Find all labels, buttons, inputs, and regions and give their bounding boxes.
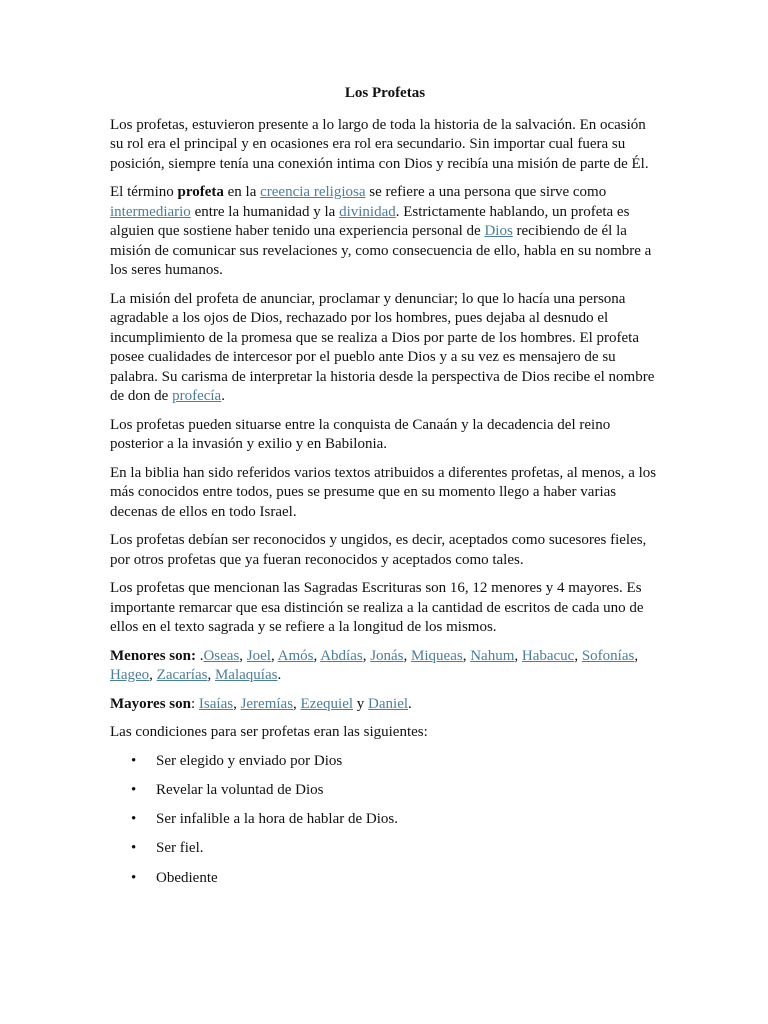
text: recibiendo de él la misión de comunicar sus revelaciones y, como consecuencia de ello, habla en su nombre a los seres humanos. xyxy=(110,223,652,278)
paragraph-recognition: Los profetas debían ser reconocidos y ungidos, es decir, aceptados como sucesores fieles, por otros profetas que ya fueran reconocidos y aceptados como tales. xyxy=(110,532,647,568)
link-profeta-menor[interactable]: Nahum xyxy=(470,647,515,664)
text: entre la humanidad y la xyxy=(190,203,340,220)
bullet-icon: • xyxy=(131,781,137,798)
paragraph-history: Los profetas pueden situarse entre la conquista de Canaán y la decadencia del reino posterior a la invasión y exilio y en Babilonia. xyxy=(110,416,611,452)
text: , xyxy=(574,647,582,664)
link-profeta-menor[interactable]: Zacarías xyxy=(156,667,208,683)
text: , xyxy=(207,667,215,683)
list-item xyxy=(110,839,660,859)
link-profeta-menor[interactable]: Joel xyxy=(246,647,271,664)
text: , xyxy=(270,647,278,664)
paragraph-definition xyxy=(110,183,660,281)
text: . xyxy=(408,695,412,712)
text: . xyxy=(277,667,282,683)
list-item xyxy=(110,752,660,772)
text: . xyxy=(195,647,204,664)
text: y xyxy=(353,695,369,712)
bullet-icon: • xyxy=(131,840,137,857)
list-item-text: Obediente xyxy=(156,869,218,886)
text: , xyxy=(514,647,522,664)
link-isaias[interactable]: Isaías xyxy=(198,695,234,712)
list-item xyxy=(110,810,660,830)
text: : xyxy=(190,695,199,712)
conditions-list xyxy=(110,752,660,889)
link-profecia[interactable]: profecía xyxy=(172,388,222,404)
mayores-label: Mayores son xyxy=(110,695,191,712)
paragraph-count: Los profetas que mencionan las Sagradas Escrituras son 16, 12 menores y 4 mayores. Es importante remarcar que esa distinción se realiza a la cantidad de escritos de cada uno de ellos en el texto sagrada y se refiere a la longitud de los mismos. xyxy=(110,580,644,635)
link-dios[interactable]: Dios xyxy=(484,223,513,239)
list-item xyxy=(110,869,660,889)
text: La misión del profeta de anunciar, proclamar y denunciar; lo que lo hacía una persona agradable a los ojos de Dios, rechazado por los hombres, pues dejaba al desnudo el incumplimiento de la promesa que se realiza a Dios por parte de los hombres. El profeta posee cualidades de intercesor por el pueblo ante Dios y a su vez es mensajero de su palabra. Su carisma de interpretar la historia desde la perspectiva de Dios recibe el nombre de don de xyxy=(110,290,655,404)
link-creencia-religiosa[interactable]: creencia religiosa xyxy=(260,184,366,200)
link-divinidad[interactable]: divinidad xyxy=(339,203,396,220)
text: , xyxy=(634,647,639,664)
list-item-text: Ser elegido y enviado por Dios xyxy=(156,752,343,769)
link-intermediario[interactable]: intermediario xyxy=(110,203,191,220)
paragraph-mission xyxy=(110,290,660,407)
text: . xyxy=(221,388,225,404)
link-profeta-menor[interactable]: Sofonías xyxy=(581,647,635,664)
menores-label: Menores son: xyxy=(110,647,196,664)
list-item-text: Ser infalible a la hora de hablar de Dios. xyxy=(156,811,398,828)
paragraph-intro: Los profetas, estuvieron presente a lo largo de toda la historia de la salvación. En ocasión su rol era el principal y en ocasiones era rol era secundario. Sin importar cual fuera su posición, siempre tenía una conexión intima con Dios y recibía una misión de parte de Él. xyxy=(110,116,649,172)
link-profeta-menor[interactable]: Amós xyxy=(277,647,314,664)
bold-term: profeta xyxy=(177,184,224,200)
document-title: Los Profetas xyxy=(344,85,426,101)
paragraph-bible: En la biblia han sido referidos varios textos atribuidos a diferentes profetas, al menos, a los más conocidos entre todos, pues se presume que en su momento llego a haber varias decenas de ellos en todo Israel. xyxy=(110,464,657,520)
text: en la xyxy=(223,184,261,200)
link-profeta-menor[interactable]: Oseas xyxy=(203,647,240,664)
text: , xyxy=(313,647,321,664)
link-ezequiel[interactable]: Ezequiel xyxy=(300,695,354,712)
list-item xyxy=(110,781,660,801)
list-item-text: Ser fiel. xyxy=(156,840,204,857)
text: El término xyxy=(110,184,178,200)
paragraph-mayores xyxy=(110,695,660,715)
link-profeta-menor[interactable]: Miqueas xyxy=(411,647,463,664)
text: , xyxy=(462,647,471,664)
link-profeta-menor[interactable]: Hageo xyxy=(110,667,150,683)
text: , xyxy=(149,667,157,683)
text: , xyxy=(239,647,247,664)
link-profeta-menor[interactable]: Malaquías xyxy=(214,667,278,683)
paragraph-menores xyxy=(110,647,660,686)
document-body xyxy=(110,84,660,898)
paragraph-conditions-intro: Las condiciones para ser profetas eran las siguientes: xyxy=(110,724,428,740)
text: , xyxy=(403,647,412,664)
link-profeta-menor[interactable]: Habacuc xyxy=(521,647,575,664)
link-profeta-menor[interactable]: Abdías xyxy=(320,647,363,664)
text: , xyxy=(362,647,371,664)
list-item-text: Revelar la voluntad de Dios xyxy=(156,781,324,798)
bullet-icon: • xyxy=(131,752,137,769)
bullet-icon: • xyxy=(131,869,137,886)
text: . Estrictamente hablando, un profeta es alguien que sostiene haber tenido una experiencia personal de xyxy=(110,203,630,239)
bullet-icon: • xyxy=(131,811,137,828)
link-daniel[interactable]: Daniel xyxy=(368,695,409,712)
link-profeta-menor[interactable]: Jonás xyxy=(370,647,404,664)
link-jeremias[interactable]: Jeremías xyxy=(240,695,294,712)
text: , xyxy=(233,695,241,712)
text: se refiere a una persona que sirve como xyxy=(365,184,607,200)
text: , xyxy=(293,695,301,712)
